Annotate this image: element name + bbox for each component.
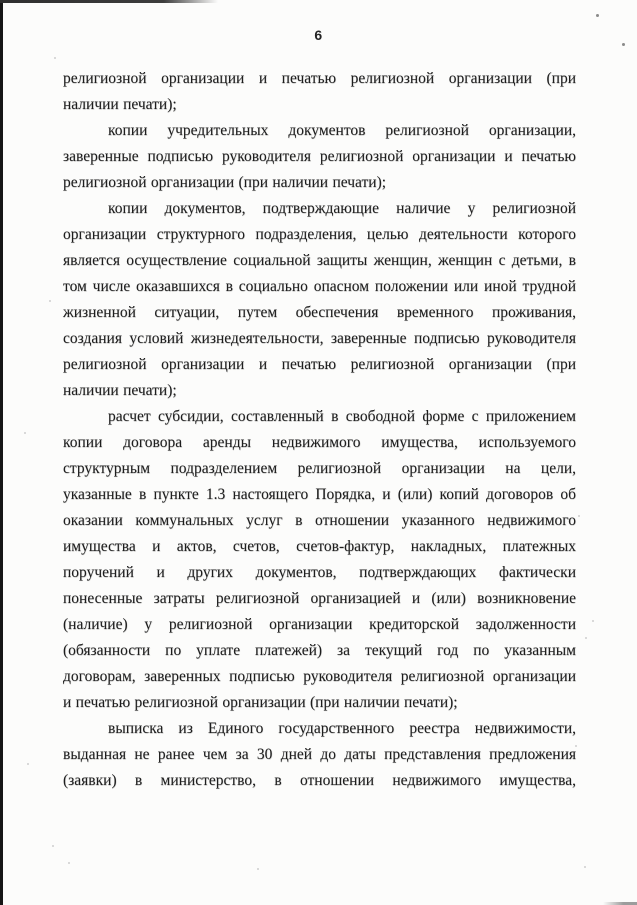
- scan-speckle: [52, 845, 54, 847]
- scan-speckle: [584, 866, 586, 868]
- scan-speckle: [585, 637, 587, 639]
- text-line: создания условий жизнедеятельности, заверенные подписью руководителя: [63, 330, 576, 347]
- text-line: копии учредительных документов религиозной организации,: [108, 122, 576, 139]
- text-line: (наличие) у религиозной организации кредиторской задолженности: [63, 616, 576, 633]
- text-line: организации структурного подразделения, целью деятельности которого: [63, 226, 576, 243]
- scan-edge-artifact-top: [0, 0, 218, 3]
- text-line: копии договора аренды недвижимого имущества, используемого: [63, 434, 576, 451]
- document-body: [63, 66, 576, 794]
- text-line: религиозной организации и печатью религиозной организации (при: [63, 356, 576, 373]
- text-line: поручений и других документов, подтверждающих фактически: [63, 564, 576, 581]
- text-line: том числе оказавшихся в социально опасном положении или иной трудной: [63, 278, 576, 295]
- text-line: (заявки) в министерство, в отношении недвижимого имущества,: [63, 772, 576, 789]
- text-line: религиозной организации (при наличии печати);: [63, 174, 387, 191]
- text-line: имущества и актов, счетов, счетов-фактур, накладных, платежных: [63, 538, 576, 555]
- scan-speckle: [54, 57, 56, 59]
- scan-speckle: [622, 43, 625, 46]
- page-number: 6: [314, 27, 323, 43]
- paragraph-founding-documents: [63, 118, 576, 196]
- paragraph-seal-continuation: [63, 66, 576, 118]
- paragraph-egrn-extract: [63, 716, 576, 794]
- scan-speckle: [68, 862, 70, 864]
- scan-speckle: [24, 432, 26, 434]
- text-line: религиозной организации и печатью религиозной организации (при: [63, 70, 576, 87]
- scan-speckle: [578, 515, 580, 517]
- scan-edge-artifact-left: [0, 0, 3, 905]
- scan-speckle: [596, 14, 599, 17]
- text-line: расчет субсидии, составленный в свободной форме с приложением: [108, 408, 576, 425]
- text-line: договорам, заверенных подписью руководителя религиозной организации: [63, 668, 576, 685]
- text-line: копии документов, подтверждающие наличие у религиозной: [108, 200, 576, 217]
- scan-speckle: [257, 868, 259, 870]
- text-line: (обязанности по уплате платежей) за текущий год по указанным: [63, 642, 576, 659]
- text-line: является осуществление социальной защиты женщин, женщин с детьми, в: [63, 252, 576, 269]
- scan-speckle: [575, 745, 577, 747]
- text-line: наличии печати);: [63, 96, 177, 113]
- text-line: выданная не ранее чем за 30 дней до даты представления предложения: [63, 746, 576, 763]
- text-line: заверенные подписью руководителя религиозной организации и печатью: [63, 148, 576, 165]
- text-line: жизненной ситуации, путем обеспечения временного проживания,: [63, 304, 576, 321]
- text-line: наличии печати);: [63, 382, 177, 399]
- paragraph-subsidy-calculation: [63, 404, 576, 716]
- text-line: выписка из Единого государственного реестра недвижимости,: [108, 720, 576, 737]
- text-line: указанные в пункте 1.3 настоящего Порядка, и (или) копий договоров об: [63, 486, 576, 503]
- paragraph-structural-unit-documents: [63, 196, 576, 404]
- scan-speckle: [592, 620, 594, 622]
- text-line: оказании коммунальных услуг в отношении указанного недвижимого: [63, 512, 576, 529]
- text-line: структурным подразделением религиозной организации на цели,: [63, 460, 576, 477]
- text-line: и печатью религиозной организации (при наличии печати);: [63, 694, 458, 711]
- scan-speckle: [49, 300, 51, 302]
- text-line: понесенные затраты религиозной организацией и (или) возникновение: [63, 590, 576, 607]
- scan-speckle: [27, 763, 29, 765]
